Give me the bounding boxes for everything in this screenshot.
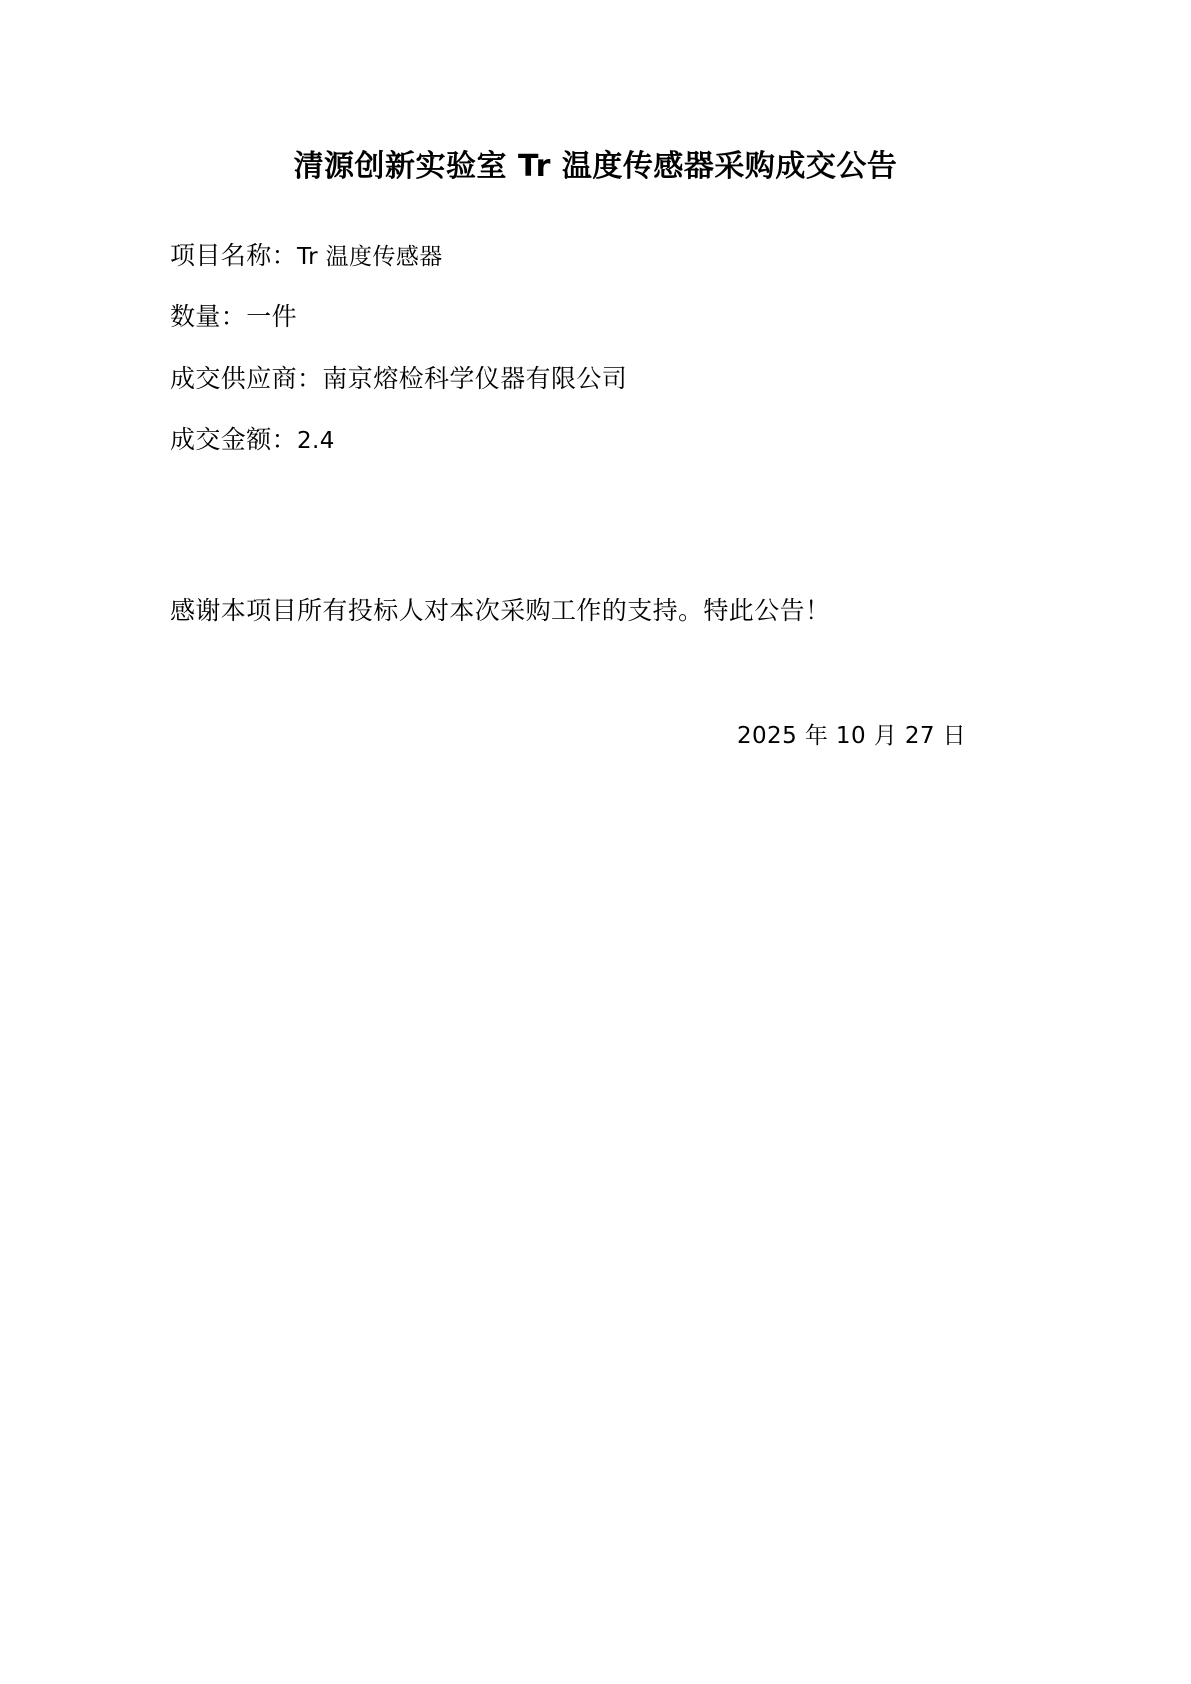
document-date-text: 2025 年 10 月 27 日	[736, 722, 966, 749]
field-amount-label: 成交金额：	[170, 426, 298, 454]
field-quantity	[170, 302, 1021, 333]
field-amount-value: 2.4	[297, 427, 335, 454]
field-quantity-label: 数量：	[170, 304, 247, 332]
field-amount	[170, 425, 1021, 456]
field-supplier-label: 成交供应商：	[170, 365, 323, 393]
document-body	[170, 241, 1021, 750]
field-supplier	[170, 364, 1021, 395]
content-spacer	[170, 486, 1021, 596]
field-quantity-value: 一件	[246, 304, 298, 332]
field-project-name-value: Tr 温度传感器	[297, 244, 443, 270]
field-project-name-label: 项目名称：	[170, 243, 298, 270]
page-title: 清源创新实验室 Tr 温度传感器采购成交公告	[293, 149, 898, 184]
closing-note: 感谢本项目所有投标人对本次采购工作的支持。特此公告！	[170, 598, 831, 625]
field-project-name	[170, 241, 1021, 272]
document-date	[170, 717, 1021, 750]
field-supplier-value: 南京熔检科学仪器有限公司	[322, 365, 628, 393]
